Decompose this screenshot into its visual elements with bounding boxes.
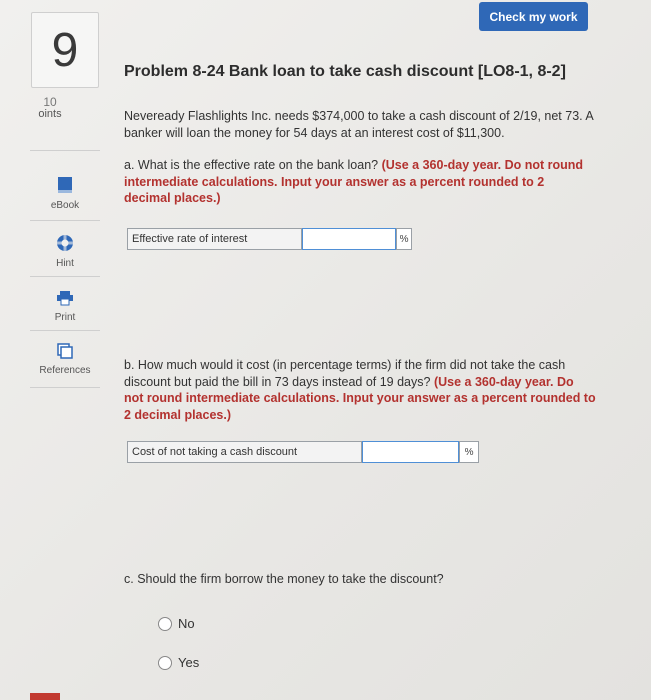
divider xyxy=(30,330,100,331)
status-badge xyxy=(30,693,60,700)
part-a-input[interactable] xyxy=(302,228,396,250)
part-a-question xyxy=(124,157,594,207)
lifebuoy-icon xyxy=(56,234,74,252)
part-a-instructions: (Use a 360-day year. Do not round intermediate calculations. Input your answer as a percent rounded to 2 decimal places.) xyxy=(124,158,584,205)
printer-icon xyxy=(56,290,74,306)
book-icon xyxy=(57,176,73,194)
documents-icon xyxy=(56,343,74,359)
problem-title: Problem 8-24 Bank loan to take cash discount [LO8-1, 8-2] xyxy=(124,63,566,80)
radio-button[interactable] xyxy=(158,656,172,670)
hint-button[interactable] xyxy=(33,234,97,269)
option-label: No xyxy=(178,616,195,631)
question-number: 9 xyxy=(31,12,99,88)
option-label: Yes xyxy=(178,655,200,670)
part-a-answer-row xyxy=(127,228,412,250)
references-label: References xyxy=(39,365,91,376)
problem-intro: Neveready Flashlights Inc. needs $374,000 to take a cash discount of 2/19, net 73. A banker will loan the money for 54 days at an interest cost of $11,300. xyxy=(124,109,594,140)
ebook-label: eBook xyxy=(50,200,80,211)
option-yes[interactable] xyxy=(158,655,199,670)
divider xyxy=(30,387,100,388)
ebook-button[interactable] xyxy=(33,176,97,211)
points xyxy=(20,96,80,120)
divider xyxy=(30,276,100,277)
part-b-unit: % xyxy=(459,442,478,462)
part-b-text: b. How much would it cost (in percentage terms) if the firm did not take the cash discount but paid the bill in 73 days instead of 19 days? xyxy=(124,358,566,389)
part-b-instructions: (Use a 360-day year. Do not round intermediate calculations. Input your answer as a percent rounded to 2 decimal places.) xyxy=(124,374,596,422)
print-button[interactable] xyxy=(33,290,97,323)
radio-button[interactable] xyxy=(158,617,172,631)
option-no[interactable] xyxy=(158,616,195,631)
points-value: 10 xyxy=(43,95,57,109)
part-a-label: Effective rate of interest xyxy=(128,229,302,249)
divider xyxy=(30,220,100,221)
print-label: Print xyxy=(54,312,76,323)
part-a-text: a. What is the effective rate on the bank loan? xyxy=(124,158,379,172)
part-a-unit: % xyxy=(396,229,411,249)
check-my-work-button[interactable]: Check my work xyxy=(479,2,588,31)
points-label: oints xyxy=(38,108,62,120)
divider xyxy=(30,150,100,151)
part-c-question: c. Should the firm borrow the money to take the discount? xyxy=(124,572,444,586)
references-button[interactable] xyxy=(33,343,97,376)
part-b-answer-row xyxy=(127,441,479,463)
part-b-question xyxy=(124,357,596,423)
part-b-input[interactable] xyxy=(362,441,459,463)
hint-label: Hint xyxy=(56,258,74,269)
part-b-label: Cost of not taking a cash discount xyxy=(128,442,362,462)
